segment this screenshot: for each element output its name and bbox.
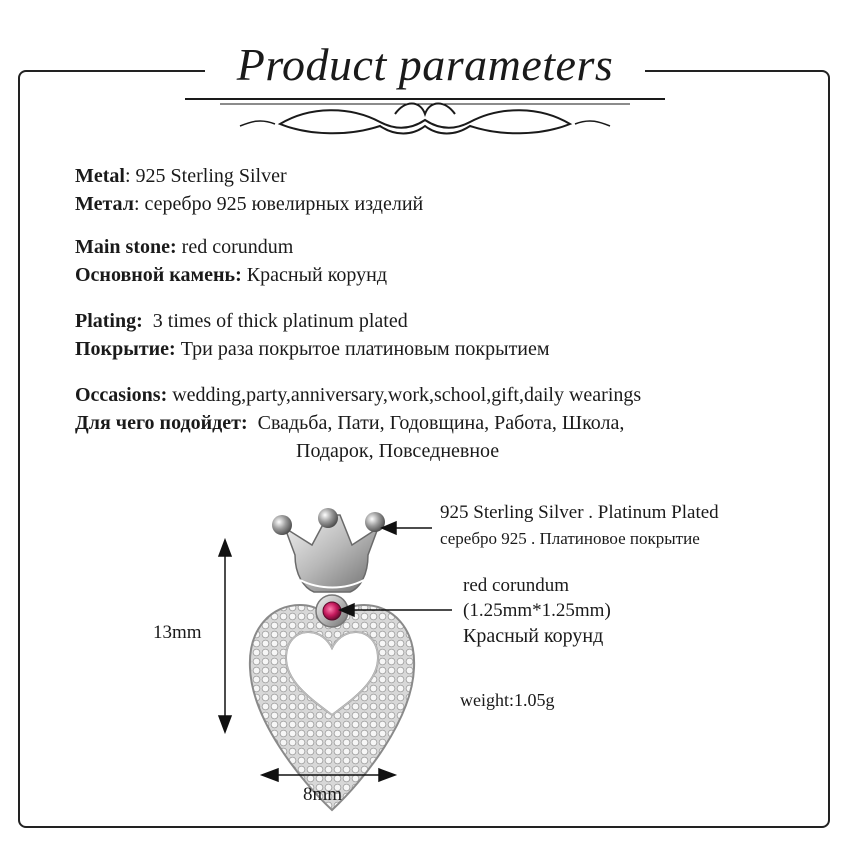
spec-metal-ru bbox=[75, 193, 423, 216]
spec-value: Свадьба, Пати, Годовщина, Работа, Школа, bbox=[257, 412, 625, 434]
spec-value: Подарок, Повседневное bbox=[296, 440, 500, 462]
spec-value: 3 times of thick platinum plated bbox=[152, 310, 408, 332]
spec-stone-en bbox=[75, 236, 293, 259]
spec-plating-ru bbox=[75, 338, 550, 361]
spec-value: серебро 925 ювелирных изделий bbox=[144, 193, 424, 215]
spec-label: Occasions bbox=[75, 384, 161, 406]
spec-sep: : bbox=[133, 193, 140, 215]
spec-label: Metal bbox=[75, 165, 125, 187]
spec-sep: : bbox=[124, 165, 131, 187]
weight-label: weight:1.05g bbox=[460, 690, 555, 710]
spec-occasions-ru-cont bbox=[296, 440, 499, 463]
spec-label: Main stone: bbox=[75, 236, 177, 258]
spec-value: 925 Sterling Silver bbox=[135, 165, 287, 187]
metal-callout-en: 925 Sterling Silver . Platinum Plated bbox=[440, 502, 719, 523]
spec-plating-en bbox=[75, 310, 408, 333]
spec-label: Основной камень: bbox=[75, 264, 242, 286]
height-label: 13mm bbox=[153, 622, 202, 643]
spec-label: Для чего подойдет: bbox=[75, 412, 248, 434]
product-illustration bbox=[0, 490, 850, 820]
spec-label: Покрытие bbox=[75, 338, 170, 360]
spec-occasions-ru bbox=[75, 412, 624, 435]
stone-size: (1.25mm*1.25mm) bbox=[463, 600, 611, 621]
metal-callout-ru: серебро 925 . Платиновое покрытие bbox=[440, 529, 700, 548]
red-stone bbox=[323, 602, 341, 620]
spec-value: wedding,party,anniversary,work,school,gift,daily wearings bbox=[172, 384, 642, 406]
spec-occasions-en: Occasions: wedding,party,anniversary,work,school,gift,daily wearings bbox=[75, 384, 642, 406]
spec-metal-en bbox=[75, 165, 287, 188]
crown bbox=[272, 508, 385, 592]
spec-value: Красный корунд bbox=[246, 264, 388, 286]
spec-label: Plating: bbox=[75, 310, 143, 332]
spec-value: Три раза покрытое платиновым покрытием bbox=[180, 338, 550, 360]
width-label: 8mm bbox=[303, 784, 343, 805]
stone-callout-ru: Красный корунд bbox=[463, 625, 604, 647]
height-dimension-arrow bbox=[219, 540, 231, 732]
spec-stone-ru bbox=[75, 264, 387, 287]
spec-sep: : bbox=[169, 338, 176, 360]
page-title: Product parameters bbox=[236, 39, 614, 90]
spec-value: red corundum bbox=[181, 236, 294, 258]
stone-callout-en: red corundum bbox=[463, 575, 570, 596]
ornament-flourish bbox=[180, 92, 670, 142]
spec-label: Метал bbox=[75, 193, 134, 215]
metal-callout-arrow bbox=[382, 522, 432, 534]
